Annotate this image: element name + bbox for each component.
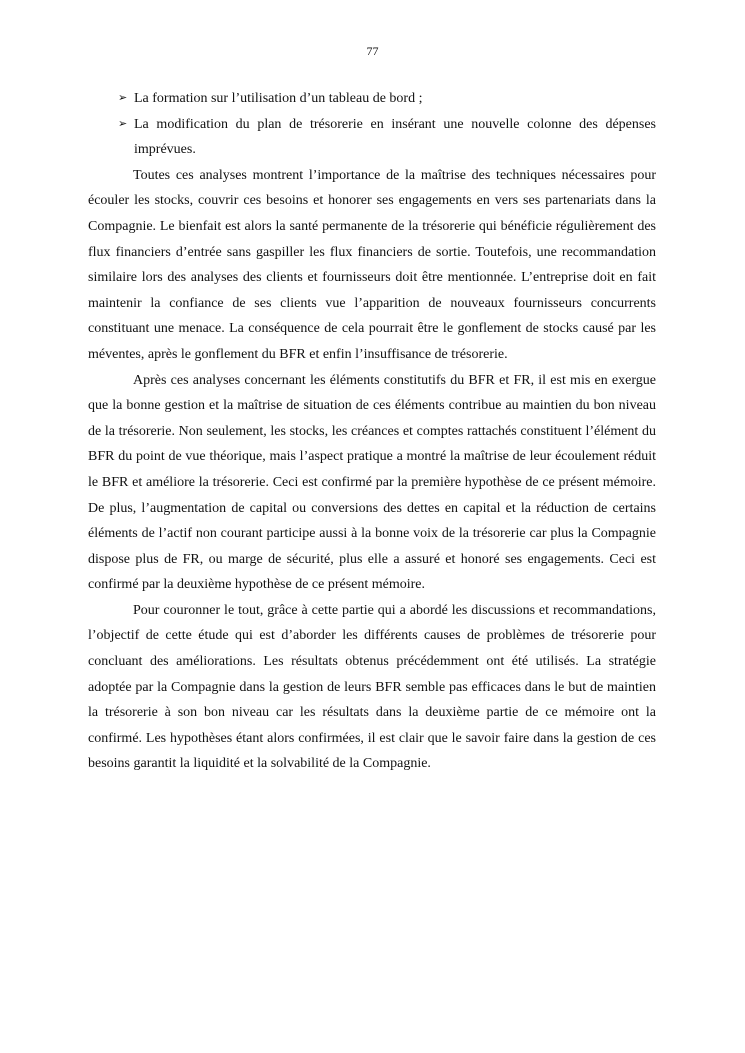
bullet-text: La formation sur l’utilisation d’un tableau de bord ; <box>134 91 423 106</box>
paragraph: Après ces analyses concernant les éléments constitutifs du BFR et FR, il est mis en exergue que la bonne gestion et la maîtrise de situation de ces éléments contribue au maintien du bon niveau de la trésorerie. Non seulement, les stocks, les créances et comptes rattachés constituent l’élément du BFR du point de vue théorique, mais l’aspect pratique a montré la maîtrise de leur écoulement réduit le BFR et améliore la trésorerie. Ceci est confirmé par la première hypothèse de ce présent mémoire. De plus, l’augmentation de capital ou conversions des dettes en capital et la réduction de certains éléments de l’actif non courant participe aussi à la bonne voix de la trésorerie car plus la Compagnie dispose plus de FR, ou marge de sécurité, plus elle a assuré et honoré ses engagements. Ceci est confirmé par la deuxième hypothèse de ce présent mémoire. <box>88 372 656 593</box>
paragraph: Pour couronner le tout, grâce à cette partie qui a abordé les discussions et recommandations, l’objectif de cette étude qui est d’aborder les différents causes de problèmes de trésorerie pour concluant des améliorations. Les résultats obtenus précédemment ont été utilisés. La stratégie adoptée par la Compagnie dans la gestion de leurs BFR semble pas efficaces dans le but de maintien la trésorerie à son bon niveau car les résultats dans la deuxième partie de ce mémoire ont la confirmé. Les hypothèses étant alors confirmées, il est clair que le savoir faire dans la gestion de ces besoins garantit la liquidité et la solvabilité de la Compagnie. <box>88 602 656 772</box>
bullet-text: La modification du plan de trésorerie en insérant une nouvelle colonne des dépenses imprévues. <box>134 116 656 158</box>
paragraph: Toutes ces analyses montrent l’importance de la maîtrise des techniques nécessaires pour écouler les stocks, couvrir ces besoins et honorer ses engagements en vers ses partenariats dans la Compagnie. Le bienfait est alors la santé permanente de la trésorerie qui bénéficie régulièrement des flux financiers d’entrée sans gaspiller les flux financiers de sortie. Toutefois, une recommandation similaire lors des analyses des clients et fournisseurs doit être mentionnée. L’entreprise doit en fait maintenir la confiance de ses clients vue l’apparition de nouveaux fournisseurs concurrents constituant une menace. La conséquence de cela pourrait être le gonflement de stocks causé par les méventes, après le gonflement du BFR et enfin l’insuffisance de trésorerie. <box>88 167 656 362</box>
arrow-bullet-icon: ➢ <box>118 117 128 130</box>
bullet-item <box>88 86 656 112</box>
document-body <box>88 86 656 777</box>
page-number: 77 <box>366 44 379 58</box>
bullet-item <box>88 112 656 163</box>
arrow-bullet-icon: ➢ <box>118 92 128 104</box>
